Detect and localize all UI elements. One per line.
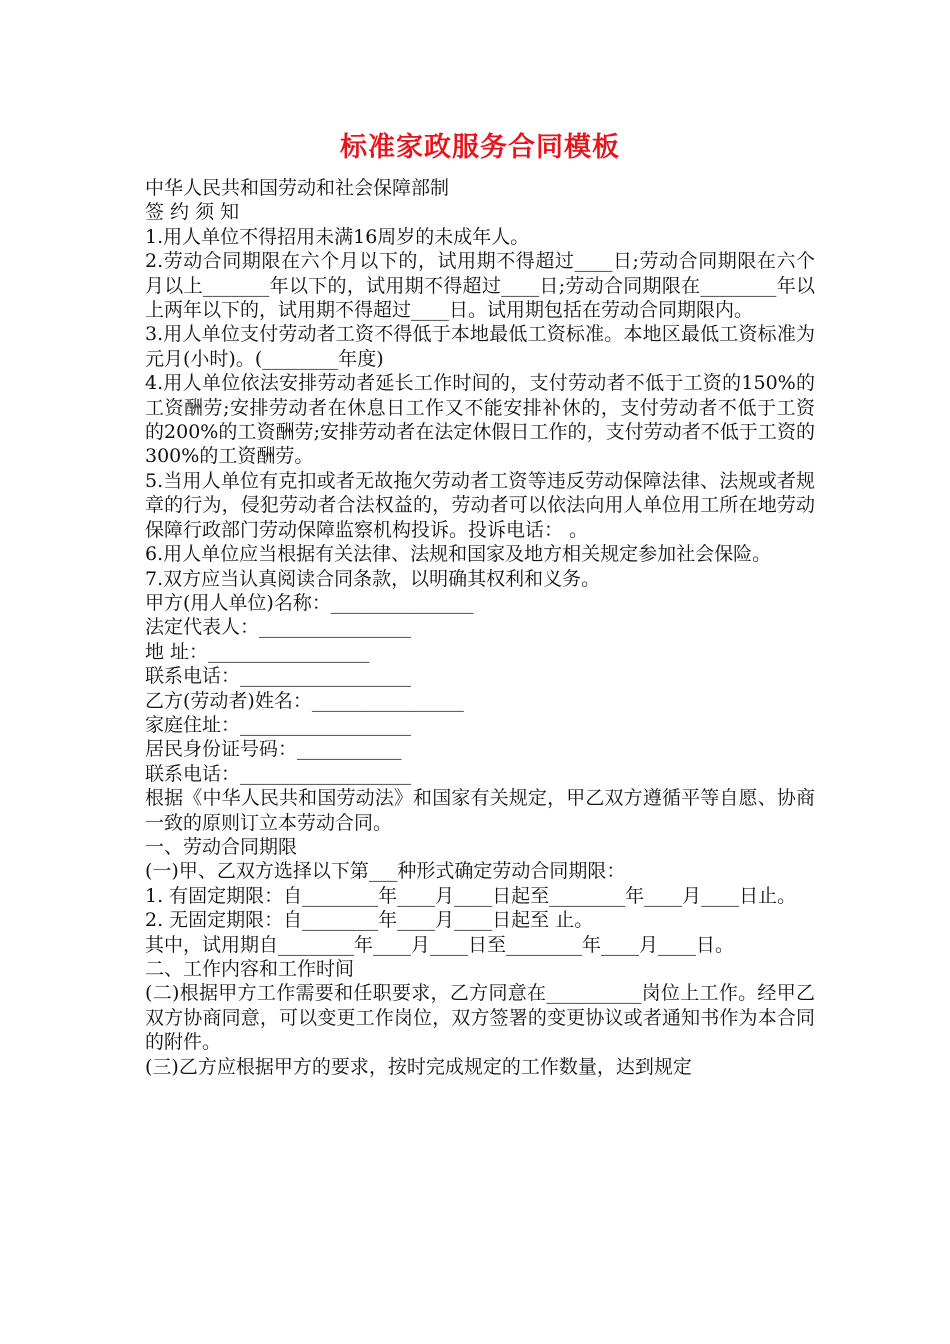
section-heading-2: 二、工作内容和工作时间 xyxy=(145,958,355,980)
address-field: 地 址：_________________ xyxy=(145,640,370,663)
party-b-name-field: 乙方(劳动者)姓名：________________ xyxy=(145,689,464,712)
document-title: 标准家政服务合同模板 xyxy=(340,132,620,163)
party-a-phone-field: 联系电话：__________________ xyxy=(145,665,412,688)
clause-2: (二)根据甲方工作需要和任职要求，乙方同意在__________岗位上工作。经甲乙双方协商同意，可以变更工作岗位，双方签署的变更协议或者通知书作为本合同的附件。 xyxy=(145,982,815,1054)
notice-item-4: 4.用人单位依法安排劳动者延长工作时间的，支付劳动者不低于工资的150%的工资酬劳;安排劳动者在休息日工作又不能安排补休的，支付劳动者不低于工资的200%的工资酬劳;安排劳动者在法定休假日工作的，支付劳动者不低于工资的300%的工资酬劳。 xyxy=(145,372,815,468)
notice-item-1: 1.用人单位不得招用未满16周岁的未成年人。 xyxy=(145,225,530,248)
document-page xyxy=(145,128,815,1079)
party-a-name-field: 甲方(用人单位)名称：_______________ xyxy=(145,591,474,614)
probation-period-line: 其中，试用期自________年____月____日至________年____月____日。 xyxy=(145,933,735,956)
preamble-paragraph: 根据《中华人民共和国劳动法》和国家有关规定，甲乙双方遵循平等自愿、协商一致的原则订立本劳动合同。 xyxy=(145,787,815,834)
clause-1-option-1: 1. 有固定期限：自________年____月____日起至________年____月____日止。 xyxy=(145,884,797,907)
notice-item-6: 6.用人单位应当根据有关法律、法规和国家及地方相关规定参加社会保险。 xyxy=(145,543,772,566)
party-b-phone-field: 联系电话：__________________ xyxy=(145,762,412,785)
legal-representative-field: 法定代表人：________________ xyxy=(145,616,412,639)
section-heading-1: 一、劳动合同期限 xyxy=(145,835,298,858)
clause-3: (三)乙方应根据甲方的要求，按时完成规定的工作数量，达到规定 xyxy=(145,1055,692,1078)
notice-item-2: 2.劳动合同期限在六个月以下的，试用期不得超过____日;劳动合同期限在六个月以上_______年以下的，试用期不得超过____日;劳动合同期限在________年以上两年以下的，试用期不得超过____日。试用期包括在劳动合同期限内。 xyxy=(145,250,815,322)
home-address-field: 家庭住址：__________________ xyxy=(145,713,412,736)
notice-item-5: 5.当用人单位有克扣或者无故拖欠劳动者工资等违反劳动保障法律、法规或者规章的行为，侵犯劳动者合法权益的，劳动者可以依法向用人单位用工所在地劳动保障行政部门劳动保障监察机构投诉。投诉电话： 。 xyxy=(145,469,815,541)
notice-item-3: 3.用人单位支付劳动者工资不得低于本地最低工资标准。本地区最低工资标准为 元月(小时)。(________年度) xyxy=(145,323,815,370)
id-number-field: 居民身份证号码：___________ xyxy=(145,738,402,761)
notice-heading: 签 约 须 知 xyxy=(145,201,240,224)
clause-1: (一)甲、乙双方选择以下第___种形式确定劳动合同期限： xyxy=(145,860,626,883)
clause-1-option-2: 2. 无固定期限：自________年____月____日起至 止。 xyxy=(145,909,594,932)
issuer-line: 中华人民共和国劳动和社会保障部制 xyxy=(145,177,450,199)
notice-item-7: 7.双方应当认真阅读合同条款，以明确其权利和义务。 xyxy=(145,567,601,590)
document-body xyxy=(145,176,815,1079)
